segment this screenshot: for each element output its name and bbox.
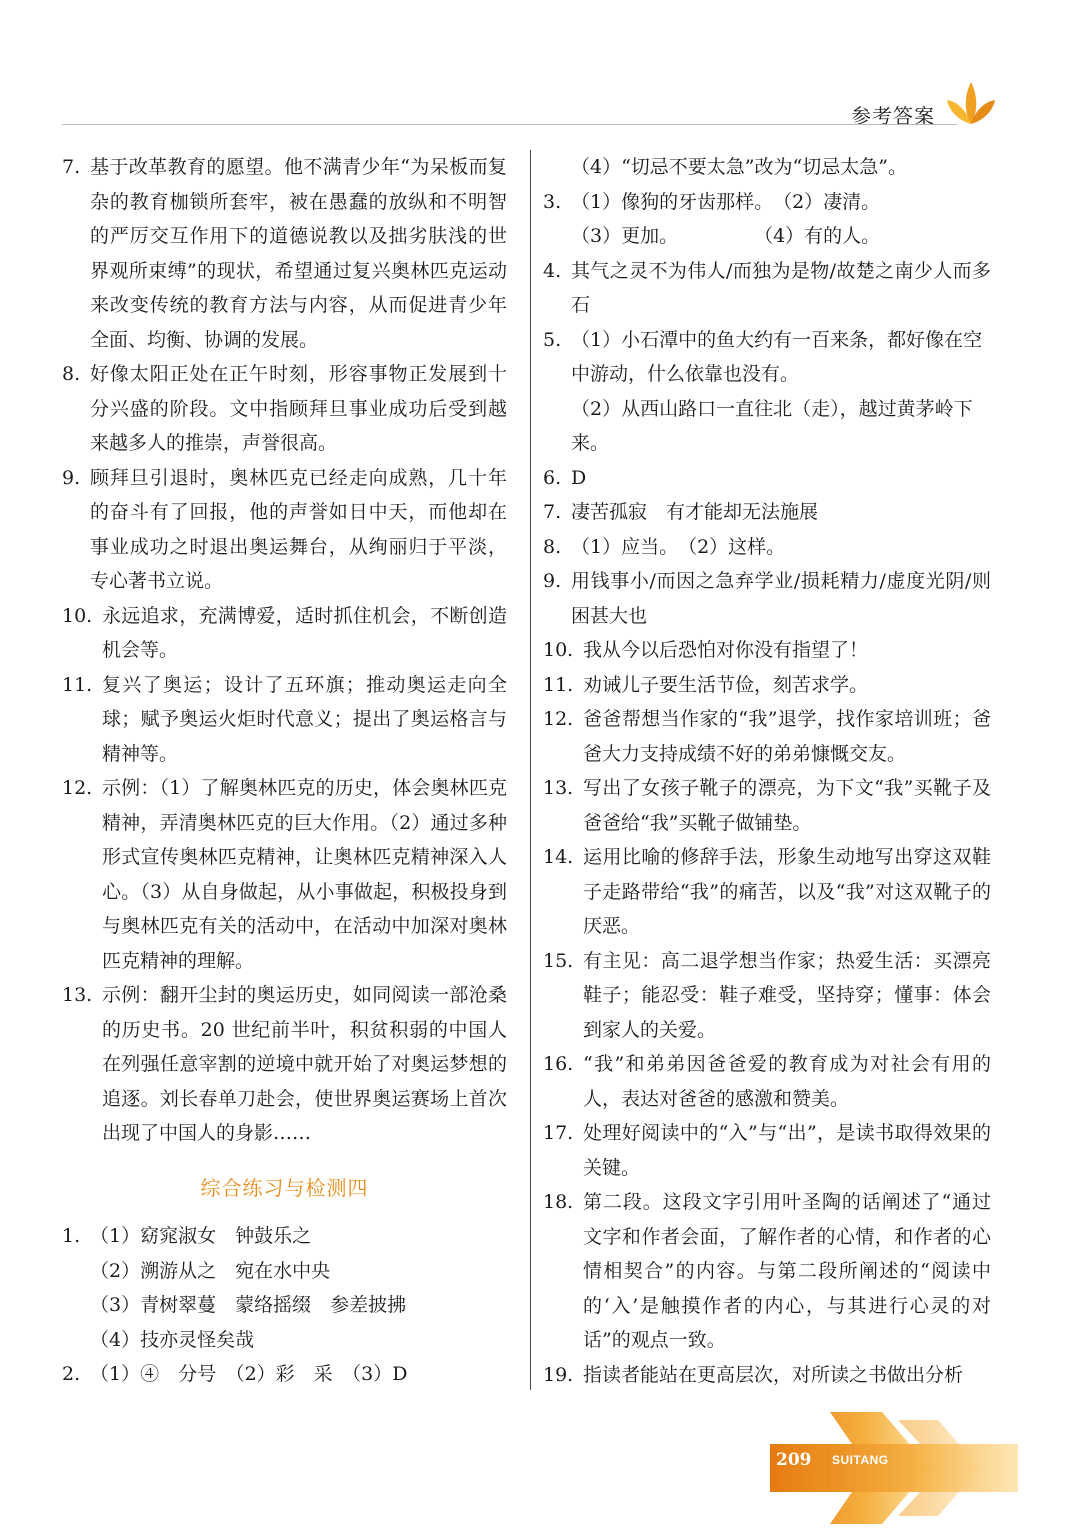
answer-item [543, 840, 991, 944]
right-column [543, 150, 991, 1392]
answer-item [543, 461, 991, 496]
item-number: 18. [543, 1191, 574, 1213]
item-text: 我从今以后恐怕对你没有指望了！ [583, 639, 869, 661]
item-number: 13. [543, 777, 574, 799]
item-number: 14. [543, 846, 574, 868]
item-text: 示例：（1）了解奥林匹克的历史，体会奥林匹克精神，弄清奥林匹克的巨大作用。（2）通过多种形式宣传奥林匹克精神，让奥林匹克精神深入人心。（3）从自身做起，从小事做起，积极投身到与奥林匹克有关的活动中，在活动中加深对奥林匹克精神的理解。 [102, 777, 507, 972]
item-subline: （1）像狗的牙齿那样。 （2）凄清。 [571, 190, 881, 213]
answer-item [543, 323, 991, 461]
page-number: 209 [776, 1450, 812, 1470]
item-number: 3. [543, 190, 562, 213]
item-text: 写出了女孩子靴子的漂亮，为下文“我”买靴子及爸爸给“我”买靴子做铺垫。 [583, 777, 991, 834]
answer-item [543, 1047, 991, 1116]
item-number: 16. [543, 1053, 574, 1075]
answer-item [62, 150, 507, 357]
item-number: 11. [543, 673, 574, 696]
item-text: 好像太阳正处在正午时刻，形容事物正发展到十分兴盛的阶段。文中指顾拜旦事业成功后受到越来越多人的推崇，声誉很高。 [90, 363, 507, 454]
item-subline: （1）小石潭中的鱼大约有一百来条，都好像在空中游动，什么依靠也没有。 [571, 328, 983, 385]
answer-item [543, 944, 991, 1048]
footer-brand: SUITANG [832, 1453, 889, 1467]
item-number: 9. [543, 570, 562, 592]
item-number: 8. [62, 363, 81, 385]
answer-item [543, 633, 991, 668]
item-text: 第二段。这段文字引用叶圣陶的话阐述了“通过文字和作者会面，了解作者的心情，和作者的心情相契合”的内容。与第二段所阐述的“阅读中的‘入’是触摸作者的内心，与其进行心灵的对话”的观点一致。 [583, 1191, 991, 1351]
item-number: 9. [62, 466, 81, 489]
item-text: 用钱事小/而因之急弃学业/损耗精力/虚度光阴/则困甚大也 [571, 570, 991, 627]
item-text: 指读者能站在更高层次，对所读之书做出分析 [583, 1363, 964, 1386]
answer-item [543, 564, 991, 633]
item-text: 处理好阅读中的“入”与“出”，是读书取得效果的关键。 [583, 1122, 991, 1179]
item-text: 永远追求，充满博爱，适时抓住机会，不断创造机会等。 [102, 604, 507, 661]
item-number: 7. [543, 501, 562, 523]
item-number: 2. [62, 1363, 81, 1385]
header-title: 参考答案 [851, 104, 935, 128]
answer-item [543, 668, 991, 703]
answer-item [62, 668, 507, 772]
item-text: 爸爸帮想当作家的“我”退学，找作家培训班；爸爸大力支持成绩不好的弟弟慷慨交友。 [583, 708, 991, 765]
answer-item [62, 978, 507, 1151]
page-header [62, 96, 997, 126]
answer-item [543, 185, 991, 254]
answer-item [543, 1358, 991, 1393]
item-number: 12. [543, 708, 574, 730]
leaf-icon [945, 80, 997, 128]
item-text: D [571, 466, 587, 489]
item-text: 示例：翻开尘封的奥运历史，如同阅读一部沧桑的历史书。20 世纪前半叶，积贫积弱的中国人在列强任意宰割的逆境中就开始了对奥运梦想的追逐。刘长春单刀赴会，使世界奥运赛场上首次出现了中国人的身影…… [102, 984, 507, 1144]
answer-item [62, 1357, 507, 1392]
answer-item [543, 1116, 991, 1185]
item-number: 12. [62, 777, 93, 799]
answer-item [62, 1219, 507, 1357]
item-subline: （2）溯游从之 宛在水中央 [90, 1259, 331, 1282]
item-number: 17. [543, 1122, 574, 1144]
item-text: 其气之灵不为伟人/而独为是物/故楚之南少人而多石 [571, 259, 991, 316]
answer-item [543, 702, 991, 771]
item-number: 15. [543, 949, 574, 972]
answer-item [543, 495, 991, 530]
answer-item-continued [543, 150, 991, 185]
item-number: 19. [543, 1363, 574, 1386]
answer-item [543, 1185, 991, 1358]
item-text: 复兴了奥运；设计了五环旗；推动奥运走向全球；赋予奥运火炬时代意义；提出了奥运格言与精神等。 [102, 673, 507, 765]
column-divider [530, 150, 531, 1390]
answer-item [543, 530, 991, 565]
answer-item [62, 599, 507, 668]
item-text: （1）④ 分号 （2）彩 采 （3）D [90, 1363, 408, 1385]
item-number: 1. [62, 1225, 81, 1247]
item-number: 8. [543, 535, 562, 558]
item-text: （4）“切忌不要太急”改为“切忌太急”。 [571, 156, 907, 178]
item-number: 11. [62, 673, 93, 696]
answer-item [543, 771, 991, 840]
item-subline: （3）更加。 （4）有的人。 [571, 225, 881, 247]
item-text: “我”和弟弟因爸爸爱的教育成为对社会有用的人，表达对爸爸的感激和赞美。 [583, 1053, 991, 1110]
section-title: 综合练习与检测四 [200, 1175, 369, 1200]
item-text: 运用比喻的修辞手法，形象生动地写出穿这双鞋子走路带给“我”的痛苦，以及“我”对这双靴子的厌恶。 [583, 846, 991, 937]
item-number: 10. [62, 604, 93, 627]
item-number: 6. [543, 466, 562, 489]
item-number: 5. [543, 328, 562, 351]
answer-item [62, 461, 507, 599]
left-column [62, 150, 507, 1392]
item-text: 基于改革教育的愿望。他不满青少年“为呆板而复杂的教育枷锁所套牢，被在愚蠢的放纵和不明智的严厉交互作用下的道德说教以及拙劣肤浅的世界观所束缚”的现状，希望通过复兴奥林匹克运动来改变传统的教育方法与内容，从而促进青少年全面、均衡、协调的发展。 [90, 156, 507, 351]
item-text: 凄苦孤寂 有才能却无法施展 [571, 501, 819, 523]
header-rule [62, 124, 957, 125]
answer-item [543, 254, 991, 323]
item-text: 顾拜旦引退时，奥林匹克已经走向成熟，几十年的奋斗有了回报，他的声誉如日中天，而他却在事业成功之时退出奥运舞台，从绚丽归于平淡，专心著书立说。 [90, 466, 507, 592]
arrow-tab-icon [770, 1412, 1089, 1536]
item-subline: （2）从西山路口一直往北（走），越过黄茅岭下来。 [571, 397, 973, 454]
item-text: 有主见：高二退学想当作家；热爱生活：买漂亮鞋子；能忍受：鞋子难受，坚持穿；懂事：体会到家人的关爱。 [583, 949, 991, 1041]
item-number: 4. [543, 259, 562, 282]
page-footer [770, 1412, 1089, 1536]
item-text: （1）应当。 （2）这样。 [571, 535, 786, 558]
item-subline: （3）青树翠蔓 蒙络摇缀 参差披拂 [90, 1294, 407, 1316]
item-number: 7. [62, 156, 81, 178]
item-number: 13. [62, 984, 93, 1006]
item-text: 劝诫儿子要生活节俭，刻苦求学。 [583, 673, 869, 696]
answer-item [62, 771, 507, 978]
item-subline: （1）窈窕淑女 钟鼓乐之 [90, 1225, 312, 1247]
answer-item [62, 357, 507, 461]
item-subline: （4）技亦灵怪矣哉 [90, 1328, 255, 1351]
item-number: 10. [543, 639, 574, 661]
